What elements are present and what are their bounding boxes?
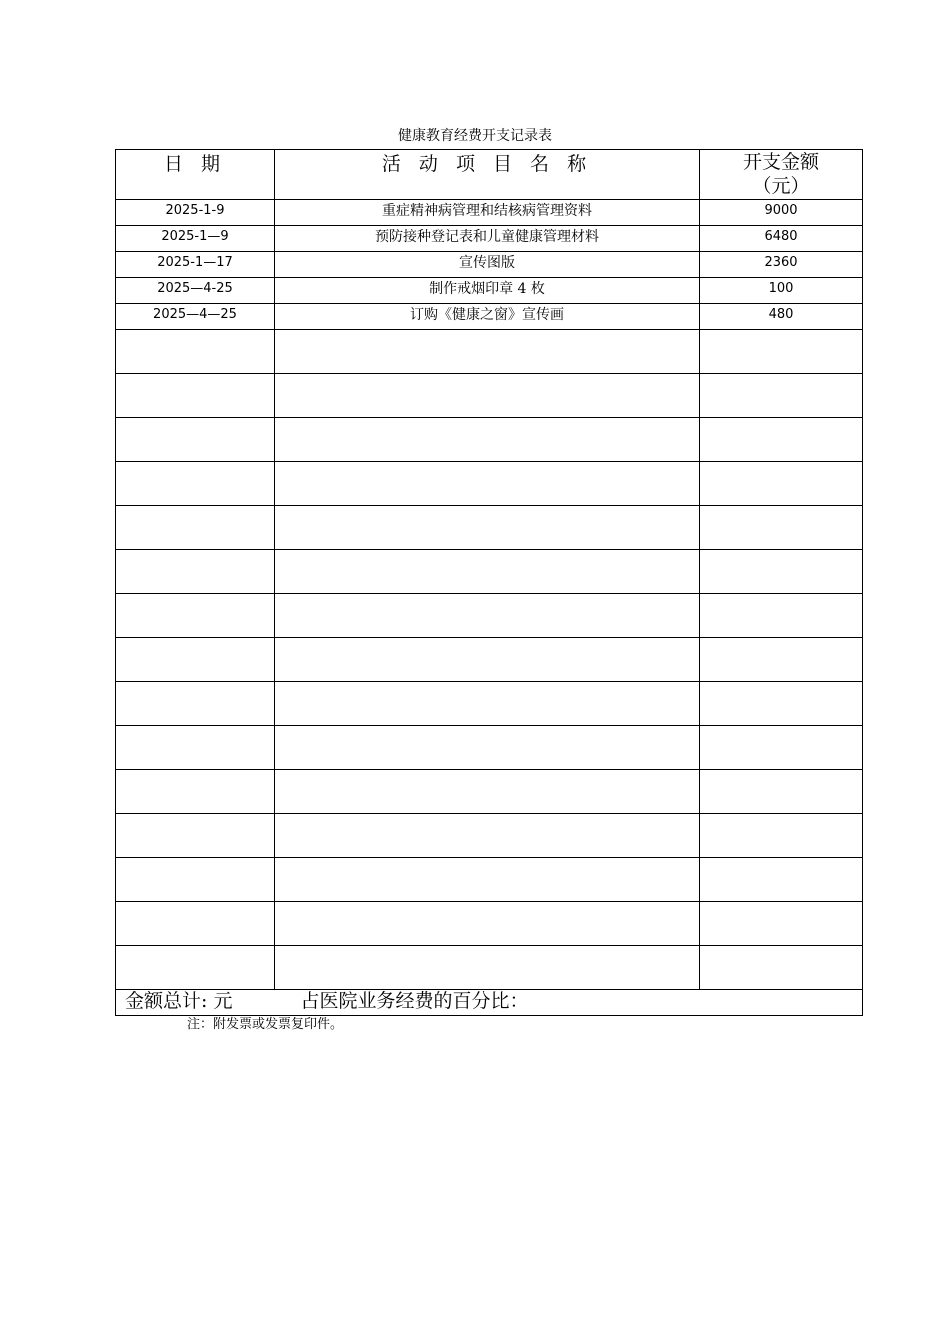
item-cell xyxy=(275,418,700,462)
amount-cell xyxy=(700,330,863,374)
date-cell: 2025-1-9 xyxy=(116,200,275,226)
amount-cell xyxy=(700,418,863,462)
empty-table-row xyxy=(116,594,863,638)
date-cell xyxy=(116,330,275,374)
document-title: 健康教育经费开支记录表 xyxy=(398,128,552,144)
item-cell xyxy=(275,682,700,726)
item-cell xyxy=(275,330,700,374)
amount-header-line2: （元） xyxy=(752,175,810,197)
date-cell xyxy=(116,770,275,814)
amount-cell xyxy=(700,462,863,506)
date-cell xyxy=(116,946,275,990)
date-cell xyxy=(116,594,275,638)
item-cell: 制作戒烟印章 4 枚 xyxy=(275,278,700,304)
total-amount-label: 金额总计: 元 xyxy=(125,990,233,1012)
table-row xyxy=(116,252,863,278)
empty-table-row xyxy=(116,946,863,990)
empty-table-row xyxy=(116,506,863,550)
expense-table xyxy=(115,149,863,1016)
table-row xyxy=(116,304,863,330)
amount-cell: 9000 xyxy=(700,200,863,226)
amount-cell xyxy=(700,726,863,770)
item-cell xyxy=(275,462,700,506)
item-cell xyxy=(275,638,700,682)
item-cell xyxy=(275,726,700,770)
empty-table-row xyxy=(116,726,863,770)
amount-cell xyxy=(700,770,863,814)
date-cell: 2025—4-25 xyxy=(116,278,275,304)
amount-header-line1: 开支金额 xyxy=(742,151,819,173)
item-cell xyxy=(275,594,700,638)
date-cell xyxy=(116,374,275,418)
amount-cell xyxy=(700,814,863,858)
budget-ratio-label: 占医院业务经费的百分比： xyxy=(300,990,529,1012)
table-row xyxy=(116,200,863,226)
total-row xyxy=(116,990,863,1016)
date-cell xyxy=(116,462,275,506)
empty-table-row xyxy=(116,770,863,814)
amount-cell: 6480 xyxy=(700,226,863,252)
date-cell: 2025-1—9 xyxy=(116,226,275,252)
empty-table-row xyxy=(116,814,863,858)
item-cell xyxy=(275,550,700,594)
empty-table-row xyxy=(116,418,863,462)
item-cell xyxy=(275,814,700,858)
header-row xyxy=(116,150,863,200)
item-cell: 预防接种登记表和儿童健康管理材料 xyxy=(275,226,700,252)
amount-cell xyxy=(700,506,863,550)
amount-cell: 2360 xyxy=(700,252,863,278)
amount-cell: 100 xyxy=(700,278,863,304)
amount-cell xyxy=(700,902,863,946)
amount-cell: 480 xyxy=(700,304,863,330)
item-cell xyxy=(275,374,700,418)
amount-cell xyxy=(700,638,863,682)
date-cell xyxy=(116,418,275,462)
item-column-header: 活 动 项 目 名 称 xyxy=(275,150,700,200)
date-cell xyxy=(116,858,275,902)
date-cell xyxy=(116,506,275,550)
empty-table-row xyxy=(116,462,863,506)
amount-cell xyxy=(700,946,863,990)
date-cell xyxy=(116,902,275,946)
date-cell xyxy=(116,638,275,682)
empty-table-row xyxy=(116,330,863,374)
date-column-header: 日 期 xyxy=(116,150,275,200)
amount-column-header xyxy=(700,150,863,200)
item-cell xyxy=(275,902,700,946)
table-row xyxy=(116,226,863,252)
empty-table-row xyxy=(116,550,863,594)
attachment-note: 注：附发票或发票复印件。 xyxy=(187,1017,344,1032)
amount-cell xyxy=(700,550,863,594)
item-cell xyxy=(275,946,700,990)
date-cell xyxy=(116,726,275,770)
item-cell xyxy=(275,770,700,814)
amount-cell xyxy=(700,682,863,726)
empty-table-row xyxy=(116,374,863,418)
empty-table-row xyxy=(116,858,863,902)
amount-cell xyxy=(700,858,863,902)
item-cell: 订购《健康之窗》宣传画 xyxy=(275,304,700,330)
empty-table-row xyxy=(116,902,863,946)
amount-cell xyxy=(700,374,863,418)
item-cell xyxy=(275,858,700,902)
item-cell: 宣传图版 xyxy=(275,252,700,278)
total-cell xyxy=(116,990,863,1016)
date-cell: 2025-1—17 xyxy=(116,252,275,278)
date-cell: 2025—4—25 xyxy=(116,304,275,330)
date-cell xyxy=(116,550,275,594)
empty-table-row xyxy=(116,682,863,726)
date-cell xyxy=(116,682,275,726)
item-cell xyxy=(275,506,700,550)
table-row xyxy=(116,278,863,304)
date-cell xyxy=(116,814,275,858)
amount-cell xyxy=(700,594,863,638)
empty-table-row xyxy=(116,638,863,682)
item-cell: 重症精神病管理和结核病管理资料 xyxy=(275,200,700,226)
